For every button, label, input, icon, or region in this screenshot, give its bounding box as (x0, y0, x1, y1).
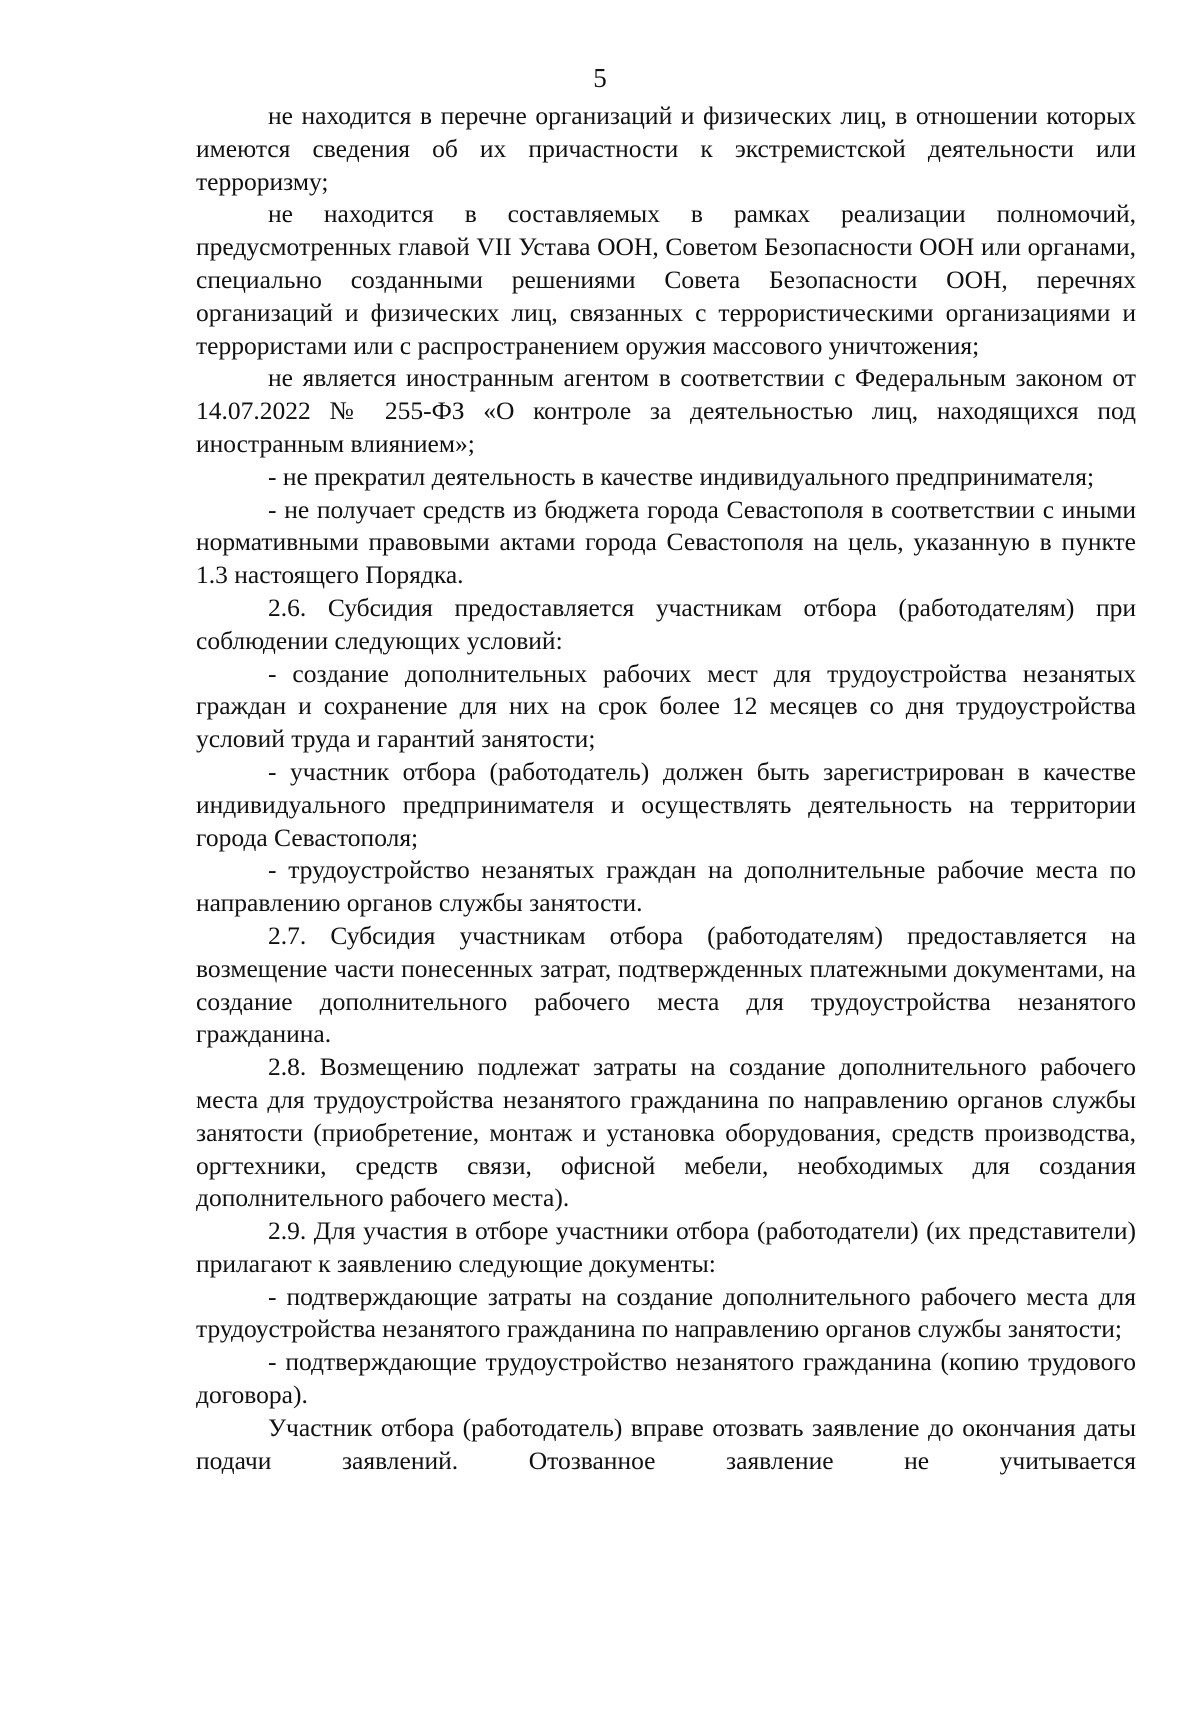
paragraph-docs-employment: - подтверждающие трудоустройство незанятого гражданина (копию трудового договора). (196, 1347, 1136, 1410)
document-body (196, 100, 1136, 1477)
paragraph-condition-registration: - участник отбора (работодатель) должен быть зарегистрирован в качестве индивидуального предпринимателя и осуществлять деятельность на территории города Севастополя; (196, 756, 1136, 852)
paragraph-not-ceased-activity: - не прекратил деятельность в качестве индивидуального предпринимателя; (268, 461, 1095, 491)
paragraph-condition-new-jobs: - создание дополнительных рабочих мест для трудоустройства незанятых граждан и сохранение для них на срок более 12 месяцев со дня трудоустройства условий труда и гарантий занятости; (196, 658, 1136, 754)
paragraph-no-budget-funds: - не получает средств из бюджета города Севастополя в соответствии с иными нормативными правовыми актами города Севастополя на цель, указанную в пункте 1.3 настоящего Порядка. (196, 494, 1136, 590)
paragraph-2-8: 2.8. Возмещению подлежат затраты на создание дополнительного рабочего места для трудоустройства незанятого гражданина по направлению органов службы занятости (приобретение, монтаж и установка оборудования, средств производства, оргтехники, средств связи, офисной мебели, необходимых для создания дополнительного рабочего места). (196, 1052, 1136, 1213)
paragraph-extremism-list: не находится в перечне организаций и физических лиц, в отношении которых имеются сведения об их причастности к экстремистской деятельности или терроризму; (196, 101, 1136, 196)
paragraph-condition-employment-referral: - трудоустройство незанятых граждан на дополнительные рабочие места по направлению органов службы занятости. (196, 855, 1136, 918)
paragraph-foreign-agent: не является иностранным агентом в соответствии с Федеральным законом от 14.07.2022 № 255-ФЗ «О контроле за деятельностью лиц, находящихся под иностранным влиянием»; (196, 363, 1136, 458)
paragraph-2-9: 2.9. Для участия в отборе участники отбора (работодатели) (их представители) прилагают к заявлению следующие документы: (196, 1216, 1136, 1278)
paragraph-withdraw-application: Участник отбора (работодатель) вправе отозвать заявление до окончания даты подачи заявлений. Отозванное заявление не учитывается (196, 1412, 1136, 1475)
paragraph-un-sanctions-list: не находится в составляемых в рамках реализации полномочий, предусмотренных главой VII Устава ООН, Советом Безопасности ООН или органами, специально созданными решениями Совета Безопасности ООН, перечнях организаций и физических лиц, связанных с террористическими организациями и террористами или с распространением оружия массового уничтожения; (196, 199, 1136, 360)
page-number: 5 (593, 63, 607, 93)
paragraph-2-7: 2.7. Субсидия участникам отбора (работодателям) предоставляется на возмещение части понесенных затрат, подтвержденных платежными документами, на создание дополнительного рабочего места для трудоустройства незанятого гражданина. (196, 920, 1136, 1049)
paragraph-docs-expenses: - подтверждающие затраты на создание дополнительного рабочего места для трудоустройства незанятого гражданина по направлению органов службы занятости; (196, 1281, 1136, 1344)
paragraph-2-6: 2.6. Субсидия предоставляется участникам отбора (работодателям) при соблюдении следующих условий: (196, 592, 1136, 655)
